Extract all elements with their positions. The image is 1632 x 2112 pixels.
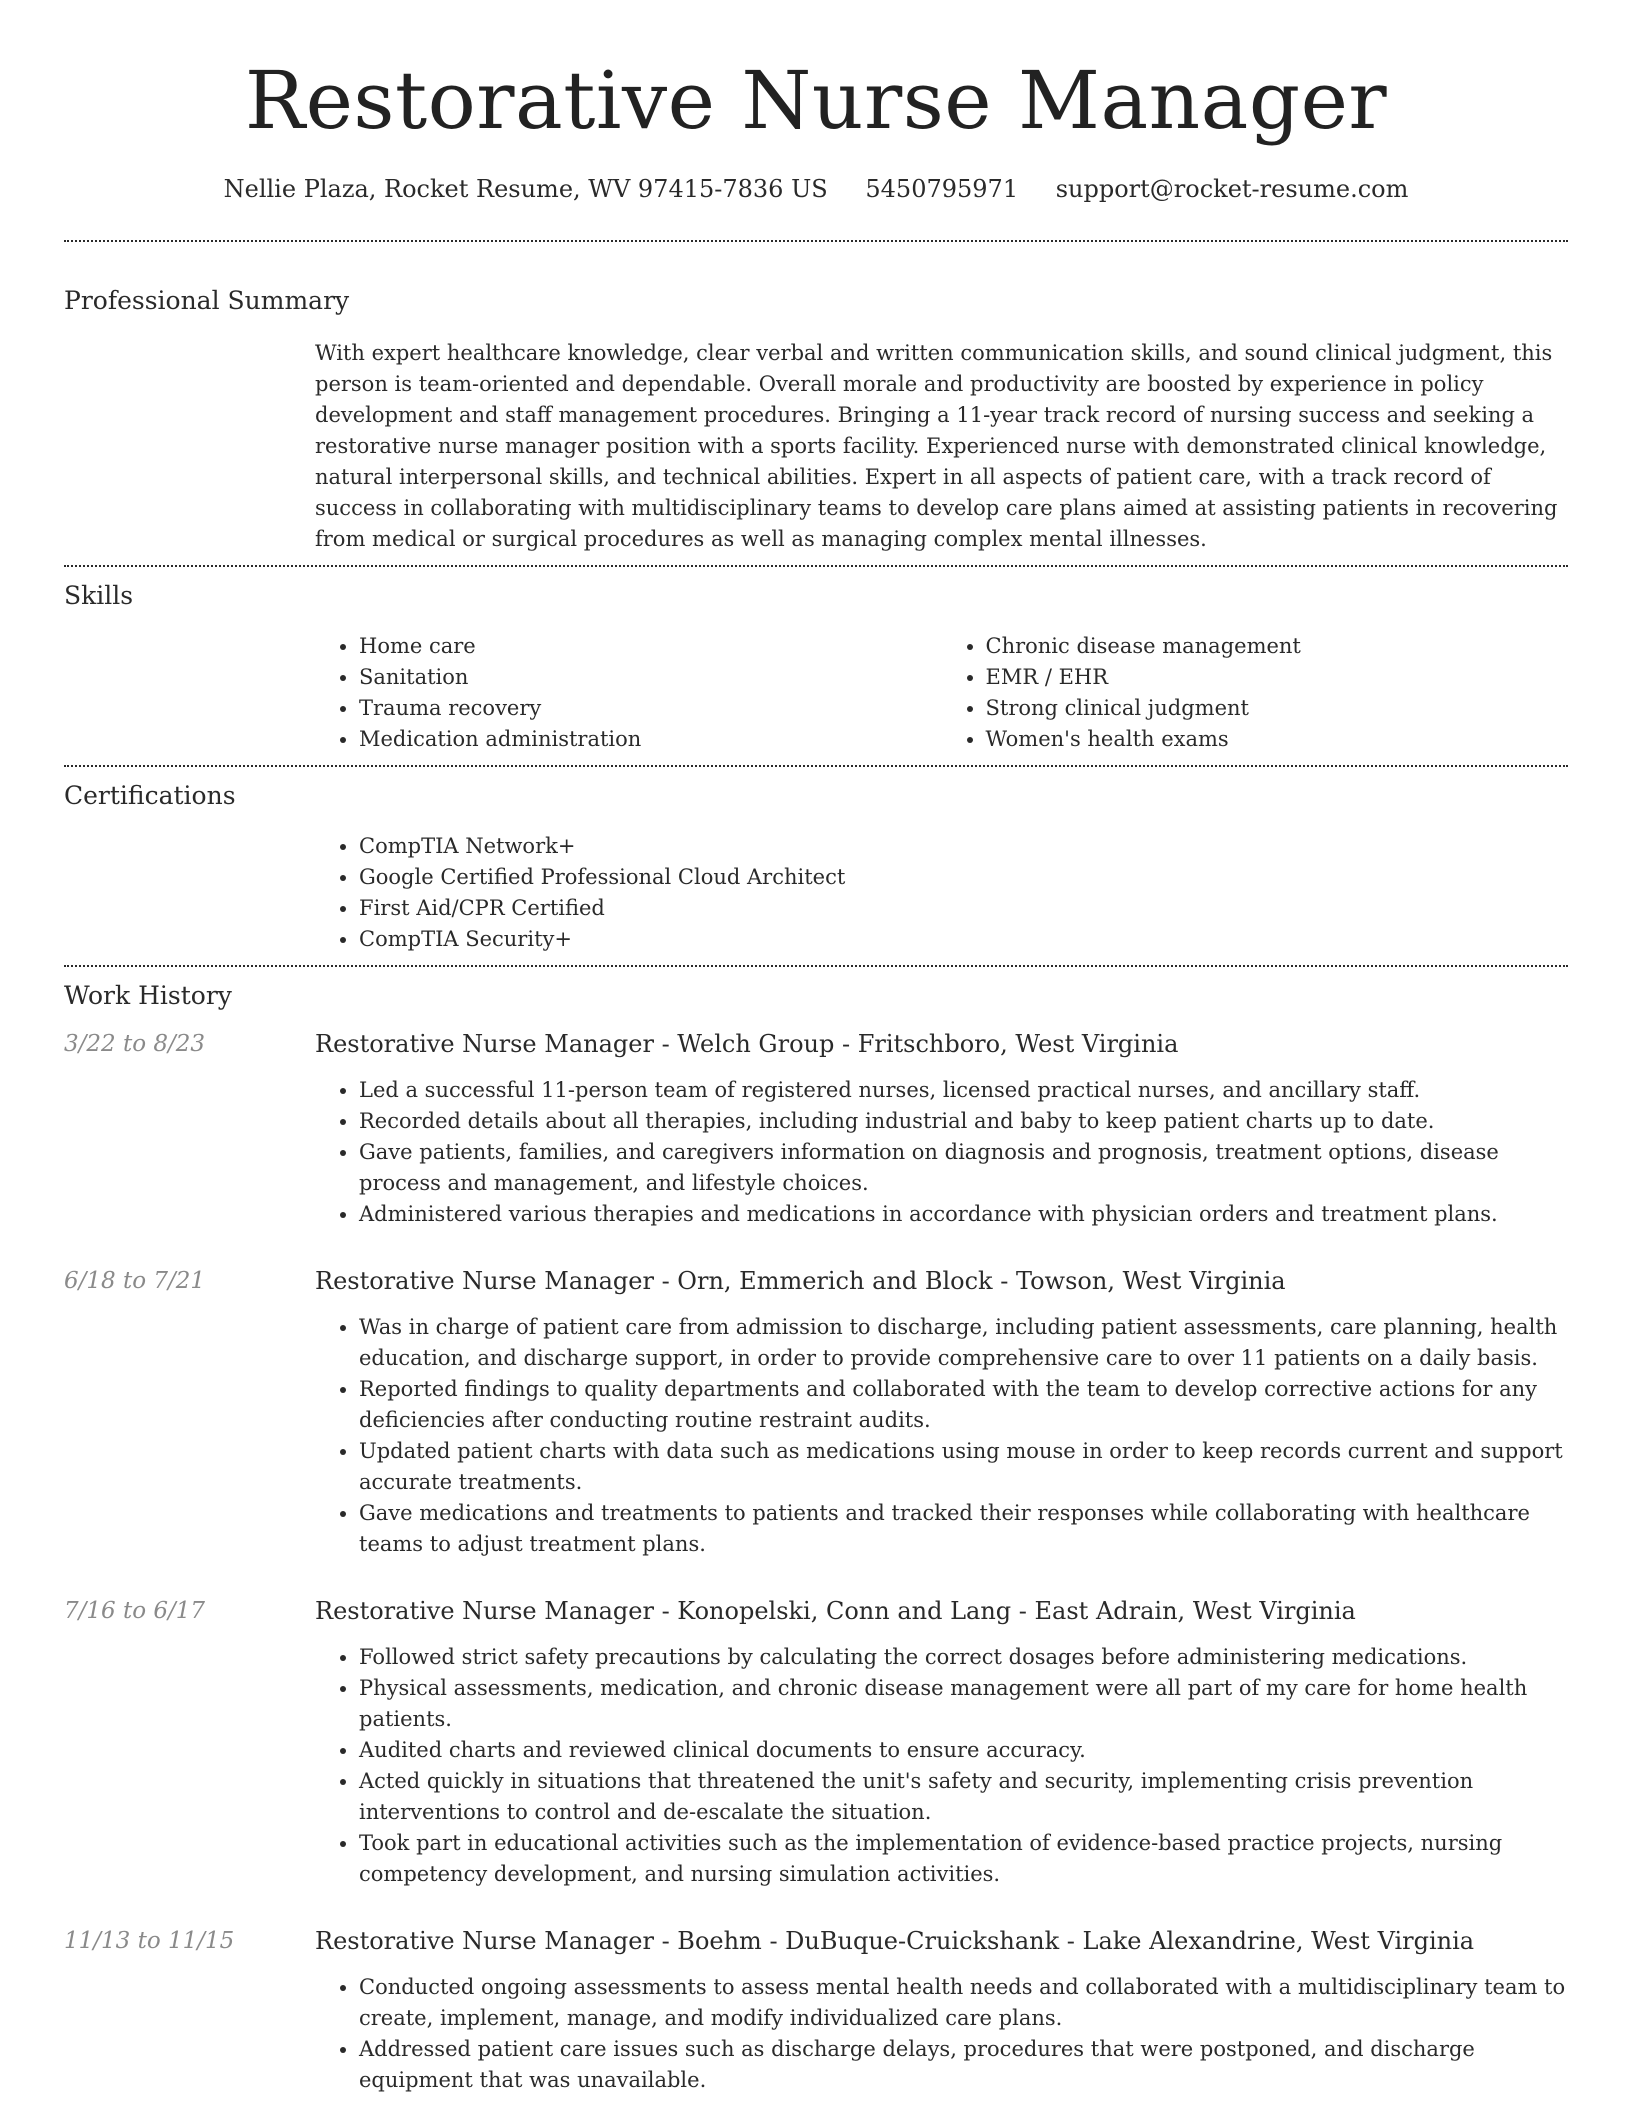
job-bullet: • Took part in educational activities such as the implementation of evidence-based practice projects, nursing competency development, and nursing simulation activities. (359, 1828, 1568, 1890)
certification-item: • CompTIA Network+ (359, 831, 1568, 862)
skill-item: • EMR / EHR (986, 662, 1569, 693)
skill-item: • Trauma recovery (359, 693, 942, 724)
section-divider (64, 965, 1568, 967)
section-divider (64, 565, 1568, 567)
job-bullet: • Led a successful 11-person team of registered nurses, licensed practical nurses, and ancillary staff. (359, 1075, 1568, 1106)
section-title-certifications: Certifications (64, 781, 236, 810)
summary-text: With expert healthcare knowledge, clear verbal and written communication skills, and sound clinical judgment, this person is team-oriented and dependable. Overall morale and productivity are boosted by experience in policy development and staff management procedures. Bringing a 11-year track record of nursing success and seeking a restorative nurse manager position with a sports facility. Experienced nurse with demonstrated clinical knowledge, natural interpersonal skills, and technical abilities. Expert in all aspects of patient care, with a track record of success in collaborating with multidisciplinary teams to develop care plans aimed at assisting patients in recovering from medical or surgical procedures as well as managing complex mental illnesses. (315, 341, 1558, 551)
contact-email: support@rocket-resume.com (1055, 175, 1409, 203)
job-body (315, 1924, 1568, 2096)
job-bullets (315, 1312, 1568, 1560)
job-dates: 11/13 to 11/15 (64, 1928, 235, 1954)
certifications-list (315, 831, 1568, 955)
section-divider (64, 240, 1568, 242)
job-body (315, 1594, 1568, 1890)
skill-item: • Medication administration (359, 724, 942, 755)
job-title: Restorative Nurse Manager - Welch Group - Fritschboro, West Virginia (315, 1030, 1179, 1058)
skills-list-left (315, 631, 942, 755)
job-entry (64, 1264, 1568, 1560)
certification-item: • First Aid/CPR Certified (359, 893, 1568, 924)
contact-address: Nellie Plaza, Rocket Resume, WV 97415-7836 US (223, 175, 828, 203)
job-title: Restorative Nurse Manager - Orn, Emmerich and Block - Towson, West Virginia (315, 1267, 1286, 1295)
skill-item: • Women's health exams (986, 724, 1569, 755)
job-bullet: • Addressed patient care issues such as discharge delays, procedures that were postponed, and discharge equipment that was unavailable. (359, 2034, 1568, 2096)
certifications-section (64, 779, 1568, 965)
job-bullet: • Administered various therapies and medications in accordance with physician orders and treatment plans. (359, 1199, 1568, 1230)
job-bullets (315, 1972, 1568, 2096)
contact-line (64, 172, 1568, 206)
skill-item: • Home care (359, 631, 942, 662)
skills-section (64, 579, 1568, 765)
resume-name: Restorative Nurse Manager (244, 54, 1388, 147)
job-bullet: • Recorded details about all therapies, including industrial and baby to keep patient charts up to date. (359, 1106, 1568, 1137)
job-bullet: • Reported findings to quality departments and collaborated with the team to develop corrective actions for any deficiencies after conducting routine restraint audits. (359, 1374, 1568, 1436)
certification-item: • Google Certified Professional Cloud Architect (359, 862, 1568, 893)
job-body (315, 1264, 1568, 1560)
job-dates: 6/18 to 7/21 (64, 1268, 206, 1294)
section-title-summary: Professional Summary (64, 286, 350, 315)
resume-page (64, 0, 1568, 2106)
job-title: Restorative Nurse Manager - Boehm - DuBuque-Cruickshank - Lake Alexandrine, West Virginia (315, 1927, 1475, 1955)
contact-phone: 5450795971 (865, 175, 1019, 203)
job-entry (64, 1594, 1568, 1890)
certification-item: • CompTIA Security+ (359, 924, 1568, 955)
section-title-skills: Skills (64, 581, 134, 610)
job-bullet: • Conducted ongoing assessments to assess mental health needs and collaborated with a multidisciplinary team to create, implement, manage, and modify individualized care plans. (359, 1972, 1568, 2034)
certifications-list-wrap (315, 831, 1568, 955)
job-body (315, 1027, 1568, 1230)
skill-item: • Sanitation (359, 662, 942, 693)
job-bullet: • Updated patient charts with data such as medications using mouse in order to keep records current and support accurate treatments. (359, 1436, 1568, 1498)
summary-section (64, 284, 1568, 565)
job-bullet: • Was in charge of patient care from admission to discharge, including patient assessments, care planning, health education, and discharge support, in order to provide comprehensive care to over 11 patients on a daily basis. (359, 1312, 1568, 1374)
skill-item: • Strong clinical judgment (986, 693, 1569, 724)
job-bullets (315, 1075, 1568, 1230)
job-dates: 3/22 to 8/23 (64, 1031, 206, 1057)
section-divider (64, 765, 1568, 767)
skills-list-right (942, 631, 1569, 755)
job-bullet: • Gave medications and treatments to patients and tracked their responses while collaborating with healthcare teams to adjust treatment plans. (359, 1498, 1568, 1560)
job-bullet: • Followed strict safety precautions by calculating the correct dosages before administering medications. (359, 1642, 1568, 1673)
job-bullet: • Audited charts and reviewed clinical documents to ensure accuracy. (359, 1735, 1568, 1766)
job-bullet: • Acted quickly in situations that threatened the unit's safety and security, implementing crisis prevention interventions to control and de-escalate the situation. (359, 1766, 1568, 1828)
skills-grid (315, 631, 1568, 755)
job-bullet: • Physical assessments, medication, and chronic disease management were all part of my care for home health patients. (359, 1673, 1568, 1735)
job-title: Restorative Nurse Manager - Konopelski, Conn and Lang - East Adrain, West Virginia (315, 1597, 1356, 1625)
section-title-work: Work History (64, 981, 232, 1010)
work-section (64, 979, 1568, 2106)
job-entry (64, 1027, 1568, 1230)
skill-item: • Chronic disease management (986, 631, 1569, 662)
job-dates: 7/16 to 6/17 (64, 1598, 206, 1624)
job-bullets (315, 1642, 1568, 1890)
job-entry (64, 1924, 1568, 2096)
job-bullet: • Gave patients, families, and caregivers information on diagnosis and prognosis, treatment options, disease process and management, and lifestyle choices. (359, 1137, 1568, 1199)
